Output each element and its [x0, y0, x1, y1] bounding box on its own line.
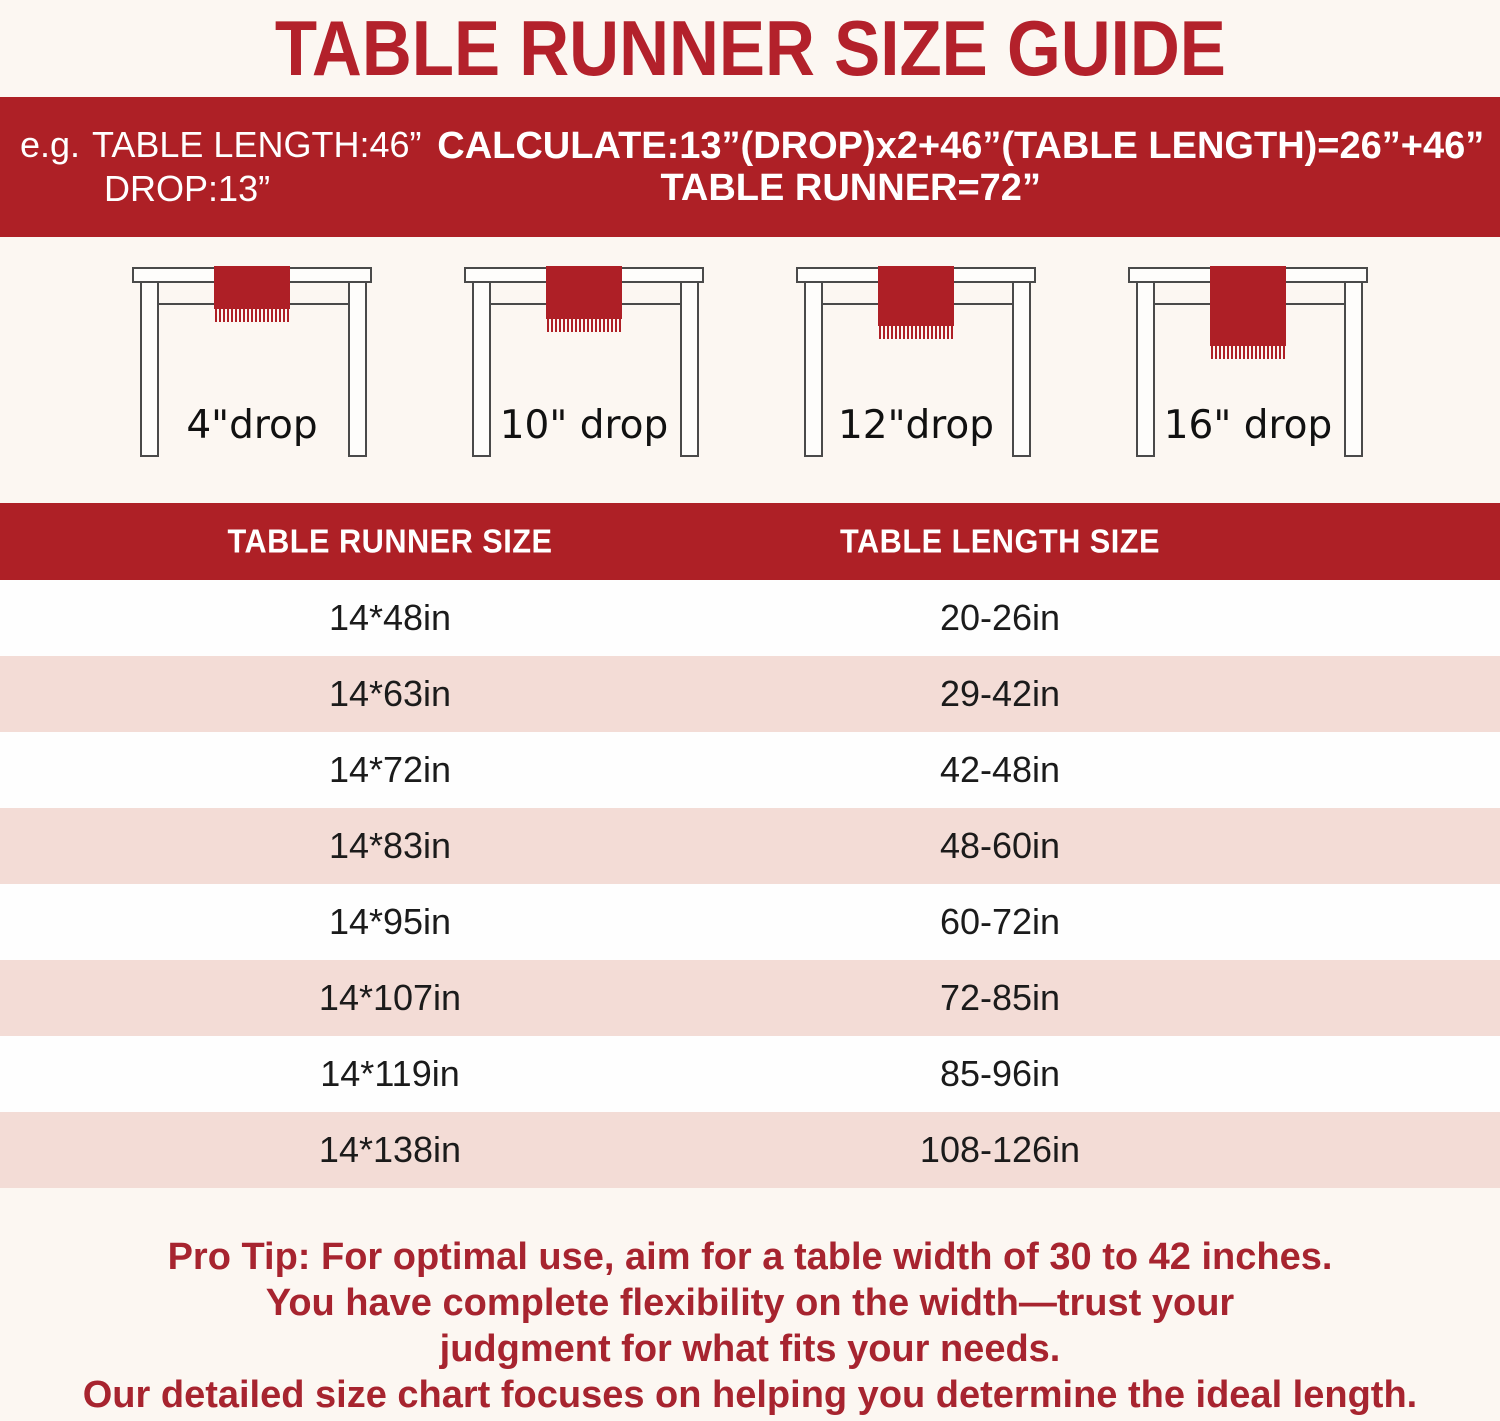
banner-eg-label: e.g.: [20, 124, 81, 165]
table-length-cell: 85-96in: [939, 1053, 1061, 1094]
table-runner-graphic: [214, 266, 290, 309]
table-length-cell: 72-85in: [939, 977, 1061, 1018]
table-row: [0, 808, 1500, 884]
pro-tip-line: Our detailed size chart focuses on helping you determine the ideal length.: [82, 1374, 1418, 1416]
table-length-cell: 42-48in: [939, 749, 1061, 790]
banner-example-drop: DROP:13”: [104, 168, 271, 209]
table-length-cell: 29-42in: [939, 673, 1061, 714]
drop-diagram-4in: [132, 267, 372, 497]
banner-calculation-block: [421, 125, 1500, 209]
calculation-banner: [0, 97, 1500, 237]
drop-label: 12"drop: [837, 403, 995, 448]
runner-size-cell: 14*138in: [318, 1129, 462, 1170]
pro-tip-line: Pro Tip: For optimal use, aim for a table width of 30 to 42 inches.: [167, 1236, 1333, 1278]
banner-example-lines: [92, 123, 421, 211]
size-table-body: [0, 580, 1500, 1188]
drop-diagrams-row: [0, 237, 1500, 503]
banner-calc-formula: CALCULATE:13”(DROP)x2+46”(TABLE LENGTH)=26”+46”: [437, 125, 1485, 167]
table-row: [0, 580, 1500, 656]
header-table-length-size: TABLE LENGTH SIZE: [840, 522, 1160, 560]
drop-diagram-16in: [1128, 267, 1368, 497]
runner-size-cell: 14*107in: [318, 977, 462, 1018]
drop-label: 10" drop: [499, 403, 669, 448]
runner-size-cell: 14*119in: [320, 1053, 460, 1094]
runner-size-cell: 14*83in: [328, 825, 452, 866]
drop-label: 16" drop: [1163, 403, 1333, 448]
header-table-runner-size: TABLE RUNNER SIZE: [227, 522, 553, 560]
drop-label: 4"drop: [186, 403, 318, 448]
pro-tip-line: judgment for what fits your needs.: [439, 1328, 1061, 1370]
table-row: [0, 656, 1500, 732]
runner-size-cell: 14*95in: [328, 901, 452, 942]
table-runner-graphic: [546, 266, 622, 319]
table-length-cell: 48-60in: [939, 825, 1061, 866]
drop-diagram-10in: [464, 267, 704, 497]
table-length-cell: 108-126in: [919, 1129, 1081, 1170]
banner-calc-result: TABLE RUNNER=72”: [660, 167, 1041, 209]
table-row: [0, 960, 1500, 1036]
table-row: [0, 884, 1500, 960]
table-row: [0, 1112, 1500, 1188]
page-title-text: TABLE RUNNER SIZE GUIDE: [274, 5, 1226, 92]
runner-size-cell: 14*63in: [328, 673, 452, 714]
table-runner-graphic: [1210, 266, 1286, 346]
banner-example-block: [0, 123, 421, 211]
page-title: [0, 0, 1500, 97]
banner-example-table-length: TABLE LENGTH:46”: [92, 124, 422, 165]
drop-diagram-12in: [796, 267, 1036, 497]
pro-tip-line: You have complete flexibility on the width—trust your: [265, 1282, 1235, 1324]
size-table-header: [0, 503, 1500, 580]
pro-tip-block: [0, 1188, 1500, 1418]
table-length-cell: 60-72in: [939, 901, 1061, 942]
runner-size-cell: 14*72in: [328, 749, 452, 790]
runner-size-cell: 14*48in: [328, 597, 452, 638]
table-runner-graphic: [878, 266, 954, 326]
table-row: [0, 732, 1500, 808]
table-row: [0, 1036, 1500, 1112]
table-length-cell: 20-26in: [939, 597, 1061, 638]
